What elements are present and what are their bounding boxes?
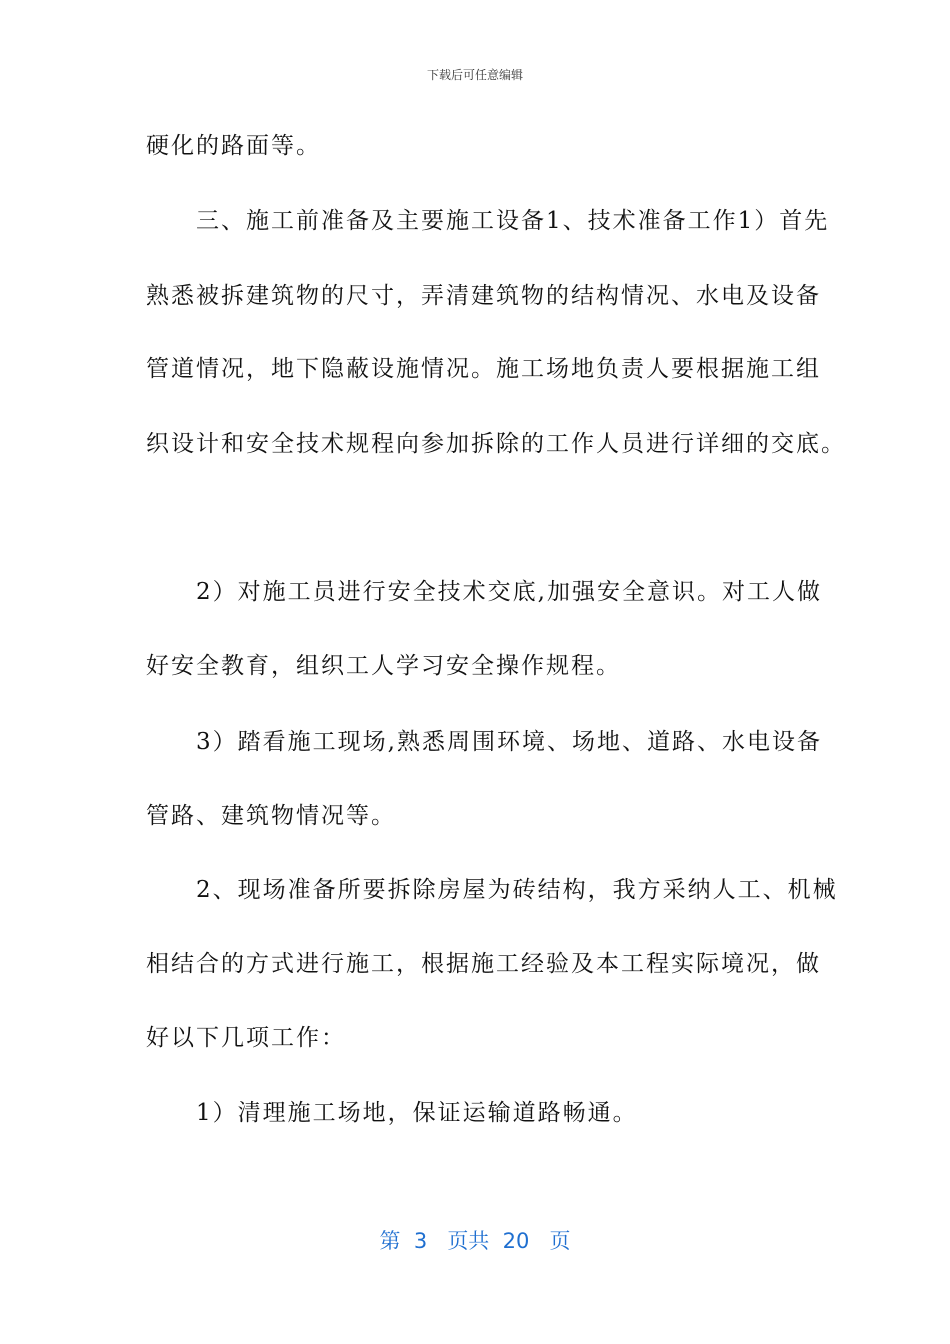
footer-total-pages: 20: [502, 1229, 530, 1253]
footer-middle: 页共: [447, 1229, 490, 1253]
paragraph-line: 2）对施工员进行安全技术交底,加强安全意识。对工人做: [146, 579, 822, 605]
paragraph-line: 2、现场准备所要拆除房屋为砖结构，我方采纳人工、机械: [146, 877, 838, 903]
paragraph-line: 好以下几项工作：: [146, 1025, 346, 1051]
page-header: 下载后可任意编辑: [426, 68, 523, 82]
paragraph-line: 管路、建筑物情况等。: [146, 803, 396, 829]
paragraph-line: 硬化的路面等。: [146, 133, 321, 159]
paragraph-line: 织设计和安全技术规程向参加拆除的工作人员进行详细的交底。: [146, 431, 846, 457]
paragraph-line: 1）清理施工场地，保证运输道路畅通。: [146, 1100, 638, 1126]
footer-prefix: 第: [379, 1229, 401, 1253]
paragraph-line: 3）踏看施工现场,熟悉周围环境、场地、道路、水电设备: [146, 729, 822, 755]
footer-current-page: 3: [413, 1229, 428, 1253]
footer-suffix: 页: [549, 1229, 571, 1253]
paragraph-line: 相结合的方式进行施工，根据施工经验及本工程实际境况，做: [146, 951, 821, 977]
page-footer: [0, 1225, 950, 1255]
paragraph-line: 熟悉被拆建筑物的尺寸，弄清建筑物的结构情况、水电及设备: [146, 283, 821, 309]
paragraph-line: 管道情况，地下隐蔽设施情况。施工场地负责人要根据施工组: [146, 356, 821, 382]
paragraph-line: 三、施工前准备及主要施工设备1、技术准备工作1）首先: [146, 208, 830, 234]
paragraph-line: 好安全教育，组织工人学习安全操作规程。: [146, 653, 621, 679]
